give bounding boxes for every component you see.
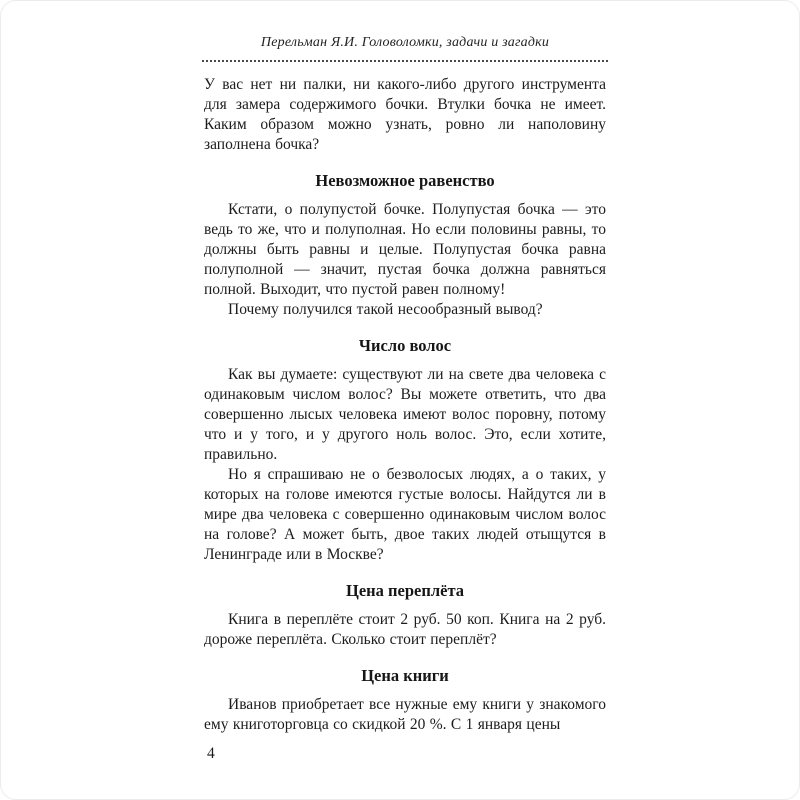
running-header — [204, 35, 606, 60]
section-title-book-price: Цена книги — [361, 666, 449, 685]
section-title-binding-price: Цена переплёта — [345, 581, 464, 600]
page-content — [204, 35, 606, 735]
paragraph: Кстати, о полупустой бочке. Полупустая бочка — это ведь то же, что и полуполная. Но если половины равны, то должны быть равны и целые. Полупустая бочка равна полуполной — значит, пустая бочка должна равняться полной. Выходит, что пустой равен полному! — [204, 201, 606, 298]
paragraph-intro: У вас нет ни палки, ни какого-либо другого инструмента для замера содержимого бочки. Втулки бочка не имеет. Каким образом можно узнать, ровно ли наполовину заполнена бочка? — [204, 76, 606, 153]
section-title-impossible-equality: Невозможное равенство — [315, 171, 495, 190]
paragraph: Почему получился такой несообразный вывод? — [228, 301, 543, 318]
header-divider — [202, 60, 608, 62]
section-title-number-of-hairs: Число волос — [358, 336, 452, 355]
paragraph: Иванов приобретает все нужные ему книги у знакомого ему книготорговца со скидкой 20 %. С 1 января цены — [204, 696, 606, 733]
paragraph: Но я спрашиваю не о безволосых людях, а о таких, у которых на голове имеются густые волосы. Найдутся ли в мире два человека с совершенно одинаковым числом волос на голове? А может быть, двое таких людей отыщутся в Ленинграде или в Москве? — [204, 466, 606, 563]
paragraph: Книга в переплёте стоит 2 руб. 50 коп. Книга на 2 руб. дороже переплёта. Сколько стоит переплёт? — [204, 611, 606, 648]
page-number: 4 — [207, 745, 215, 762]
running-title: Перельман Я.И. Головоломки, задачи и загадки — [260, 35, 550, 50]
paragraph: Как вы думаете: существуют ли на свете два человека с одинаковым числом волос? Вы можете ответить, что два совершенно лысых человека имеют волос поровну, потому что и у того, и у другого ноль волос. Это, если хотите, правильно. — [204, 366, 606, 463]
